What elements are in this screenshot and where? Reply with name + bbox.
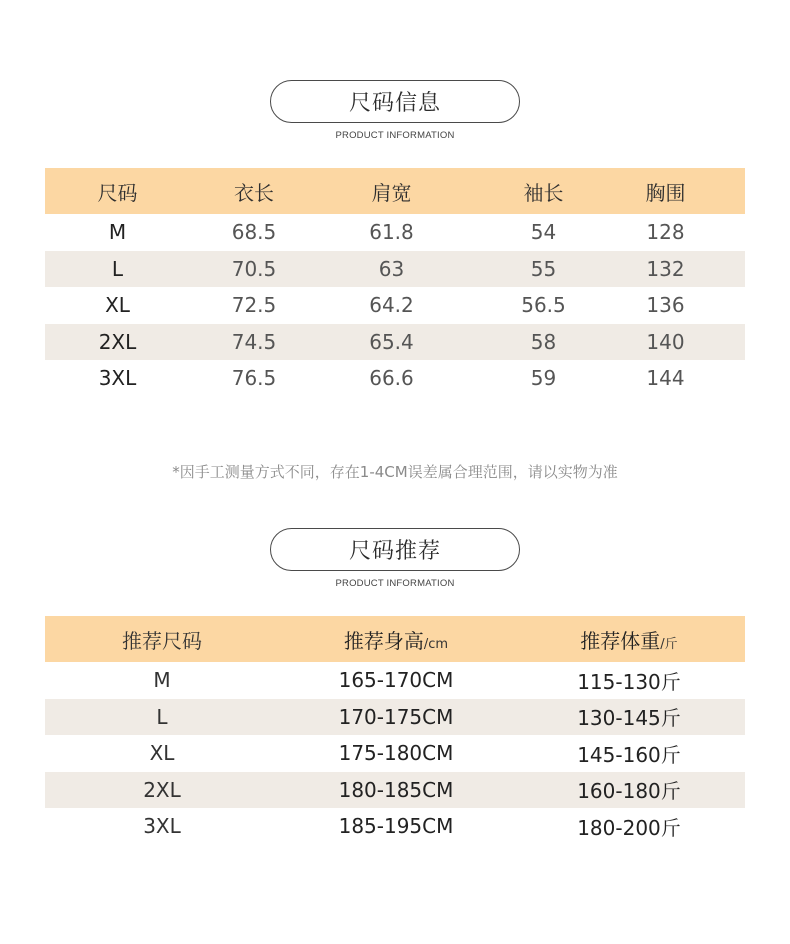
cell-size: M bbox=[153, 668, 171, 693]
cell-length: 76.5 bbox=[231, 366, 277, 391]
weight-unit: /斤 bbox=[660, 636, 678, 652]
cell-height: 175-180CM bbox=[338, 741, 454, 766]
header-shoulder: 肩宽 bbox=[371, 180, 412, 205]
cell-shoulder: 64.2 bbox=[369, 293, 414, 318]
cell-height: 185-195CM bbox=[338, 814, 454, 839]
table-row bbox=[45, 662, 745, 699]
table-header-row bbox=[45, 168, 745, 214]
table-row bbox=[45, 287, 745, 324]
table-row bbox=[45, 699, 745, 736]
cell-weight: 145-160斤 bbox=[577, 742, 681, 767]
cell-length: 74.5 bbox=[231, 329, 277, 354]
cell-chest: 144 bbox=[646, 366, 685, 391]
cell-size: L bbox=[156, 704, 168, 729]
header-chest: 胸围 bbox=[645, 180, 686, 205]
table-row bbox=[45, 324, 745, 361]
cell-shoulder: 61.8 bbox=[369, 220, 414, 245]
cell-sleeve: 56.5 bbox=[521, 293, 566, 318]
cell-weight: 130-145斤 bbox=[577, 706, 681, 731]
cell-weight: 180-200斤 bbox=[577, 815, 681, 840]
cell-weight: 160-180斤 bbox=[577, 779, 681, 804]
header-recommend-size: 推荐尺码 bbox=[122, 628, 202, 653]
cell-height: 165-170CM bbox=[338, 668, 454, 693]
cell-shoulder: 63 bbox=[378, 256, 405, 281]
cell-chest: 132 bbox=[646, 256, 685, 281]
cell-sleeve: 59 bbox=[530, 366, 557, 391]
table-row bbox=[45, 360, 745, 397]
table-header-row bbox=[45, 616, 745, 662]
cell-chest: 140 bbox=[646, 329, 685, 354]
cell-size: 3XL bbox=[98, 366, 137, 391]
size-recommend-subtitle: PRODUCT INFORMATION bbox=[335, 578, 455, 589]
table-row bbox=[45, 808, 745, 845]
cell-height: 170-175CM bbox=[338, 704, 454, 729]
size-info-title: 尺码信息 bbox=[270, 80, 520, 123]
table-row bbox=[45, 772, 745, 809]
cell-size: XL bbox=[149, 741, 175, 766]
cell-sleeve: 54 bbox=[530, 220, 557, 245]
table-row bbox=[45, 251, 745, 288]
header-size: 尺码 bbox=[97, 180, 138, 205]
cell-size: 2XL bbox=[98, 329, 137, 354]
size-info-table bbox=[45, 168, 745, 397]
table-row bbox=[45, 735, 745, 772]
cell-chest: 136 bbox=[646, 293, 685, 318]
cell-sleeve: 58 bbox=[530, 329, 557, 354]
header-recommend-height: 推荐身高/cm bbox=[343, 628, 449, 653]
size-recommend-title: 尺码推荐 bbox=[270, 528, 520, 571]
header-sleeve: 袖长 bbox=[523, 180, 564, 205]
cell-size: L bbox=[111, 256, 124, 281]
cell-chest: 128 bbox=[646, 220, 685, 245]
size-recommend-table bbox=[45, 616, 745, 845]
cell-length: 70.5 bbox=[231, 256, 277, 281]
header-length: 衣长 bbox=[234, 180, 274, 205]
cell-size: XL bbox=[105, 293, 130, 318]
header-recommend-weight: 推荐体重/斤 bbox=[580, 628, 678, 653]
cell-size: 3XL bbox=[143, 814, 181, 839]
cell-sleeve: 55 bbox=[530, 256, 557, 281]
cell-weight: 115-130斤 bbox=[577, 669, 681, 694]
height-unit: /cm bbox=[423, 636, 449, 652]
size-info-subtitle: PRODUCT INFORMATION bbox=[335, 130, 455, 141]
cell-size: 2XL bbox=[143, 777, 181, 802]
cell-length: 72.5 bbox=[231, 293, 277, 318]
measurement-note: *因手工测量方式不同，存在1-4CM误差属合理范围，请以实物为准 bbox=[172, 463, 618, 481]
cell-size: M bbox=[108, 220, 127, 245]
cell-length: 68.5 bbox=[231, 220, 277, 245]
cell-height: 180-185CM bbox=[338, 777, 454, 802]
table-row bbox=[45, 214, 745, 251]
cell-shoulder: 65.4 bbox=[369, 329, 414, 354]
cell-shoulder: 66.6 bbox=[369, 366, 414, 391]
